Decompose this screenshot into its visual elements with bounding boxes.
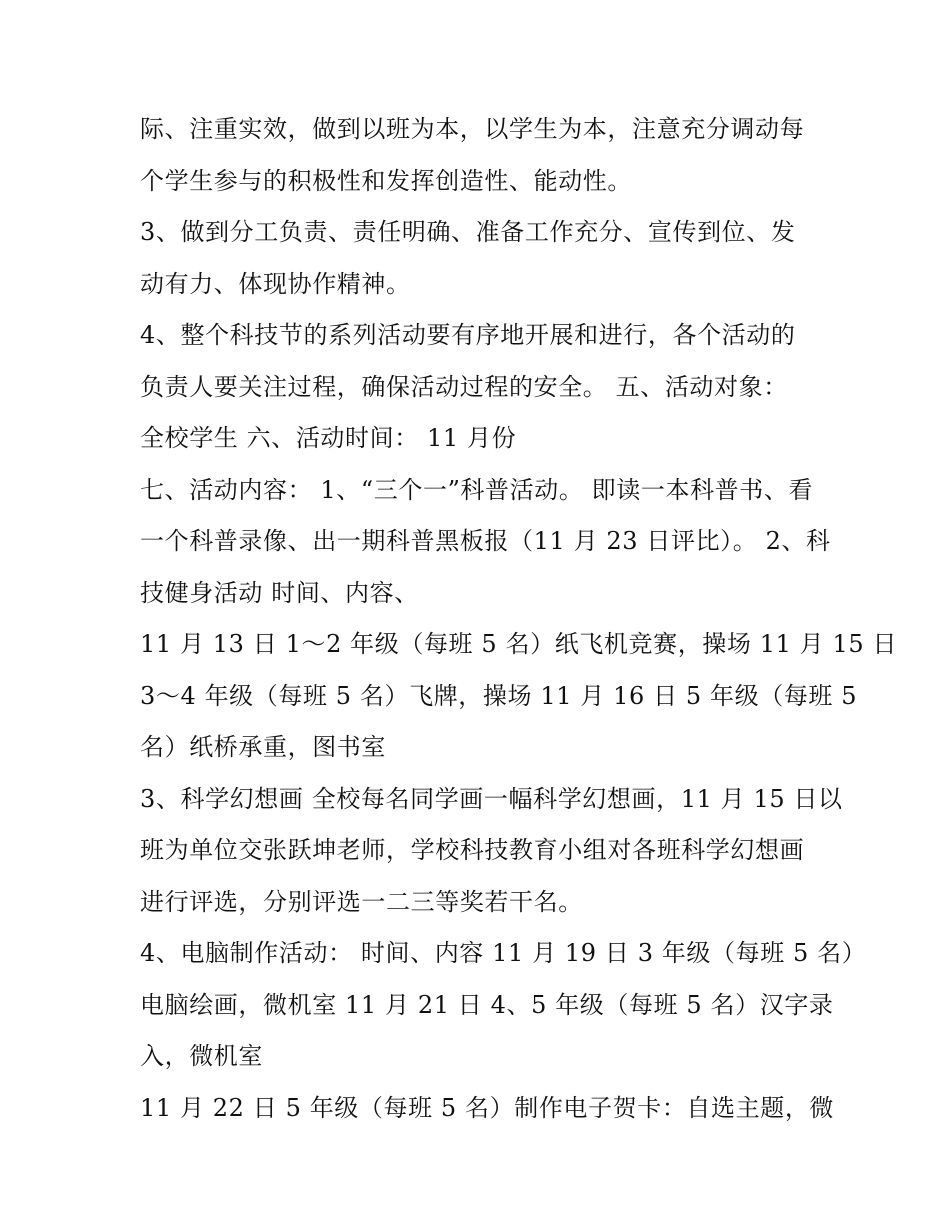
text-line: 际、注重实效，做到以班为本，以学生为本，注意充分调动每 — [140, 115, 805, 143]
text-line: 3～4 年级（每班 5 名）飞牌，操场 11 月 16 日 5 年级（每班 5 — [140, 681, 858, 710]
text-line: 入，微机室 — [140, 1042, 263, 1070]
text-line: 3、科学幻想画 全校每名同学画一幅科学幻想画，11 月 15 日以 — [140, 784, 843, 813]
text-line: 3、做到分工负责、责任明确、准备工作充分、宣传到位、发 — [140, 218, 796, 246]
text-line: 电脑绘画，微机室 11 月 21 日 4、5 年级（每班 5 名）汉字录 — [140, 990, 834, 1019]
text-line: 11 月 13 日 1～2 年级（每班 5 名）纸飞机竞赛，操场 11 月 15 日 — [140, 630, 898, 658]
text-line: 七、活动内容： 1、“三个一”科普活动。 即读一本科普书、看 — [140, 475, 814, 504]
text-line: 4、整个科技节的系列活动要有序地开展和进行，各个活动的 — [140, 321, 796, 349]
document-body — [140, 104, 898, 1134]
text-line: 班为单位交张跃坤老师，学校科技教育小组对各班科学幻想画 — [140, 836, 805, 864]
text-line: 进行评选，分别评选一二三等奖若干名。 — [140, 887, 583, 916]
text-line: 名）纸桥承重，图书室 — [140, 733, 386, 761]
text-line: 个学生参与的积极性和发挥创造性、能动性。 — [140, 166, 632, 195]
text-line: 动有力、体现协作精神。 — [140, 269, 411, 298]
text-line: 一个科普录像、出一期科普黑板报（11 月 23 日评比）。 2、科 — [140, 527, 831, 555]
text-line: 11 月 22 日 5 年级（每班 5 名）制作电子贺卡：自选主题，微 — [140, 1093, 835, 1122]
text-line: 技健身活动 时间、内容、 — [140, 578, 419, 607]
text-line: 4、电脑制作活动： 时间、内容 11 月 19 日 3 年级（每班 5 名） — [140, 939, 867, 967]
text-line: 负责人要关注过程，确保活动过程的安全。 五、活动对象： — [140, 372, 788, 401]
text-line: 全校学生 六、活动时间： 11 月份 — [140, 424, 517, 452]
